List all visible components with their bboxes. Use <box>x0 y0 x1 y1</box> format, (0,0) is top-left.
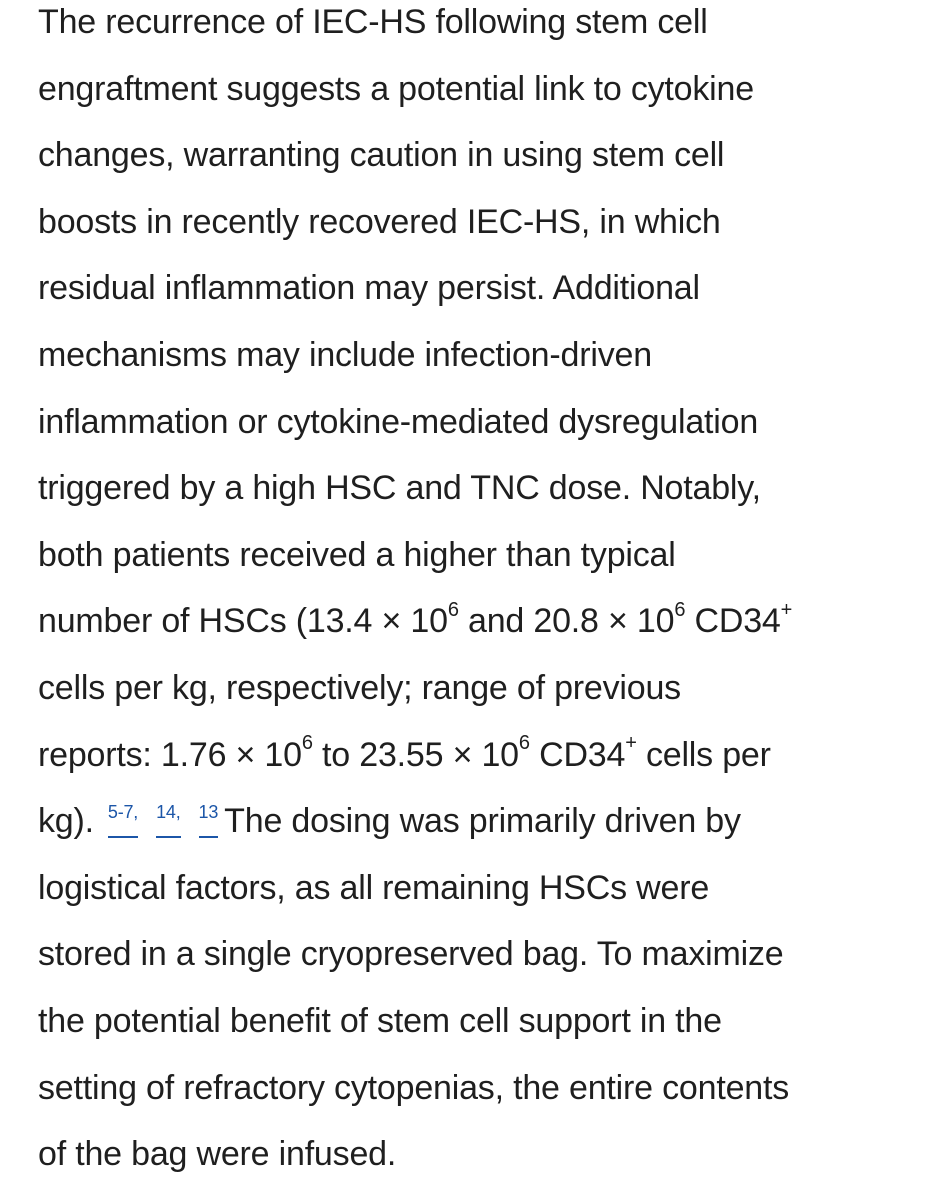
reference-link-14[interactable]: 14, <box>156 812 180 838</box>
text-line: logistical factors, as all remaining HSCs were <box>38 868 710 907</box>
text-segment: and 20.8 × 10 <box>458 602 675 641</box>
text-segment: reports: 1.76 × 10 <box>38 735 302 774</box>
text-segment: number of HSCs (13.4 × 10 <box>38 602 448 641</box>
text-segment: CD34 <box>529 735 626 774</box>
text-line: The recurrence of IEC-HS following stem cell <box>38 3 708 41</box>
text-line-range <box>38 722 918 789</box>
exponent: 6 <box>518 732 530 755</box>
superscript-plus: + <box>625 732 637 755</box>
text-line: both patients received a higher than typical <box>38 535 676 574</box>
text-segment: CD34 <box>685 602 781 641</box>
text-line: the potential benefit of stem cell support in the <box>38 1001 722 1040</box>
article-paragraph <box>38 0 918 1188</box>
text-line: stored in a single cryopreserved bag. To maximize <box>38 935 784 974</box>
text-segment: The dosing was primarily driven by <box>224 802 741 841</box>
superscript-plus: + <box>780 599 793 622</box>
text-line: residual inflammation may persist. Additional <box>38 269 700 308</box>
text-segment: to 23.55 × 10 <box>312 735 519 774</box>
text-line-hsc-dose <box>38 588 918 655</box>
text-line: engraftment suggests a potential link to cytokine <box>38 69 754 108</box>
text-line: changes, warranting caution in using stem cell <box>38 136 725 175</box>
text-line: triggered by a high HSC and TNC dose. Notably, <box>38 469 761 508</box>
text-line: of the bag were infused. <box>38 1135 397 1174</box>
reference-link-13[interactable]: 13 <box>199 812 219 838</box>
reference-link-5-7[interactable]: 5-7, <box>108 812 138 838</box>
text-line: setting of refractory cytopenias, the entire contents <box>38 1068 790 1107</box>
text-line: inflammation or cytokine-mediated dysregulation <box>38 402 759 441</box>
text-line: cells per kg, respectively; range of previous <box>38 668 681 707</box>
exponent: 6 <box>674 599 686 622</box>
text-line-citations <box>38 788 918 855</box>
text-segment: kg). <box>38 802 94 841</box>
exponent: 6 <box>447 599 459 622</box>
text-segment: cells per <box>636 735 771 774</box>
text-line: mechanisms may include infection-driven <box>38 335 652 374</box>
exponent: 6 <box>301 732 313 755</box>
text-line: boosts in recently recovered IEC-HS, in which <box>38 202 721 241</box>
